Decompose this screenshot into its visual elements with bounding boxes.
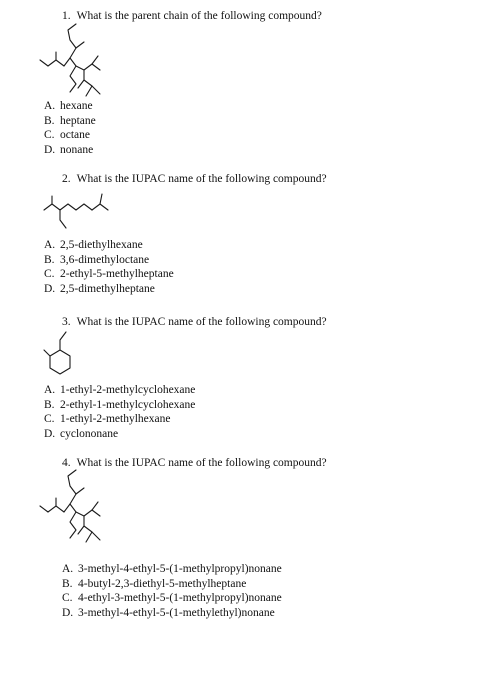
branched-nonane-skeletal-structure-icon (32, 468, 122, 546)
option-c[interactable]: C. 1-ethyl-2-methylhexane (44, 413, 171, 425)
question-stem (62, 315, 327, 329)
answer-options (44, 383, 195, 441)
question-number: 3. (62, 316, 71, 328)
option-a[interactable]: A. 3-methyl-4-ethyl-5-(1-methylpropyl)nonane (62, 563, 282, 575)
option-c[interactable]: C. 2-ethyl-5-methylheptane (44, 268, 174, 280)
option-a[interactable]: A. 1-ethyl-2-methylcyclohexane (44, 384, 196, 396)
answer-options (44, 238, 174, 296)
option-a[interactable]: A. hexane (44, 100, 93, 112)
option-c[interactable]: C. octane (44, 129, 91, 141)
option-b[interactable]: B. 3,6-dimethyloctane (44, 253, 150, 266)
option-d[interactable]: D. 3-methyl-4-ethyl-5-(1-methylethyl)nonane (62, 606, 275, 619)
question-number: 4. (62, 457, 71, 469)
question-number: 1. (62, 10, 71, 22)
question-text: What is the IUPAC name of the following compound? (76, 173, 327, 185)
answer-options (44, 99, 96, 157)
question-number: 2. (62, 173, 71, 185)
branched-alkane-skeletal-structure-icon (32, 22, 122, 100)
option-c[interactable]: C. 4-ethyl-3-methyl-5-(1-methylpropyl)nonane (62, 592, 282, 604)
option-d[interactable]: D. nonane (44, 143, 94, 156)
option-d[interactable]: D. cyclononane (44, 427, 119, 440)
option-b[interactable]: B. heptane (44, 114, 96, 127)
option-d[interactable]: D. 2,5-dimethylheptane (44, 282, 155, 295)
answer-options (62, 562, 282, 620)
question-stem (62, 172, 327, 186)
question-text: What is the parent chain of the following compound? (76, 10, 322, 22)
option-b[interactable]: B. 2-ethyl-1-methylcyclohexane (44, 398, 196, 411)
option-a[interactable]: A. 2,5-diethylhexane (44, 239, 143, 251)
branched-heptane-skeletal-structure-icon (40, 188, 116, 234)
question-stem (62, 9, 322, 23)
option-b[interactable]: B. 4-butyl-2,3-diethyl-5-methylheptane (62, 577, 247, 590)
question-text: What is the IUPAC name of the following compound? (76, 316, 327, 328)
substituted-cyclohexane-skeletal-structure-icon (36, 328, 86, 378)
question-text: What is the IUPAC name of the following compound? (76, 457, 327, 469)
